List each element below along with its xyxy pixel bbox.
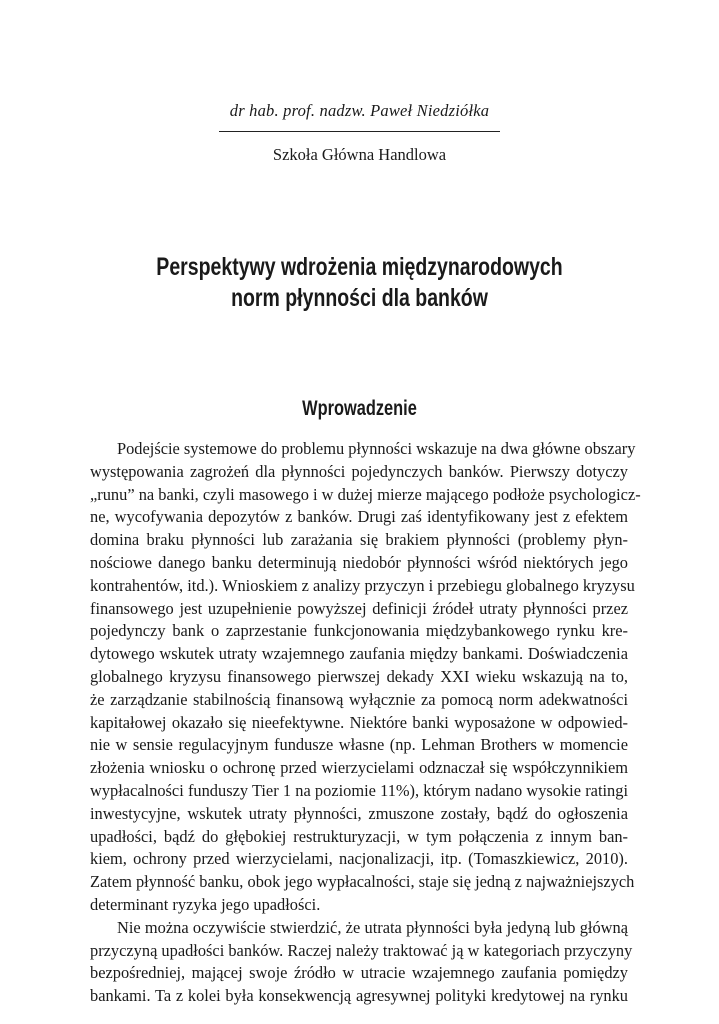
body-text xyxy=(90,438,641,1008)
author-name: dr hab. prof. nadzw. Paweł Niedziółka xyxy=(229,101,490,120)
paragraph-line: „runu” na banki, czyli masowego i w dużej mierze mającego podłoże psychologicz- xyxy=(90,484,641,504)
paragraph-line: globalnego kryzysu finansowego pierwszej dekady XXI wieku wskazują na to, xyxy=(90,666,628,686)
paragraph-line: nie w sensie regulacyjnym fundusze własne (np. Lehman Brothers w momencie xyxy=(90,735,628,755)
paragraph-line: przyczyną upadłości banków. Raczej należy traktować ją w kategoriach przyczyny xyxy=(90,940,633,960)
paragraph-line: Nie można oczywiście stwierdzić, że utrata płynności była jedyną lub główną xyxy=(117,917,628,937)
paragraph-line: kontrahentów, itd.). Wnioskiem z analizy przyczyn i przebiegu globalnego kryzysu xyxy=(90,575,635,595)
paragraph-line: występowania zagrożeń dla płynności pojedynczych banków. Pierwszy dotyczy xyxy=(90,461,628,481)
paragraph-line: Zatem płynność banku, obok jego wypłacalności, staje się jedną z najważniejszych xyxy=(90,872,635,892)
paragraph-line: inwestycyjne, wskutek utraty płynności, zmuszone zostały, bądź do ogłoszenia xyxy=(90,803,628,823)
article-title xyxy=(79,252,640,314)
paragraph-line: wypłacalności funduszy Tier 1 na poziomie 11%), którym nadano wysokie ratingi xyxy=(90,780,628,800)
article-title-line: norm płynności dla banków xyxy=(231,284,488,312)
paragraph-line: pojedynczy bank o zaprzestanie funkcjonowania międzybankowego rynku kre- xyxy=(90,621,628,641)
paragraph-line: finansowego jest uzupełnienie powyższej definicji źródeł utraty płynności przez xyxy=(90,598,628,618)
paragraph-line: bankami. Ta z kolei była konsekwencją agresywnej polityki kredytowej na rynku xyxy=(90,986,628,1006)
header-divider xyxy=(219,131,500,132)
paragraph-line: ne, wycofywania depozytów z banków. Drugi zaś identyfikowany jest z efektem xyxy=(90,507,628,527)
paragraph-line: bezpośredniej, mającej swoje źródło w utracie wzajemnego zaufania pomiędzy xyxy=(90,963,628,983)
paragraph-line: dytowego wskutek utraty wzajemnego zaufania między bankami. Doświadczenia xyxy=(90,644,628,664)
article-title-line: Perspektywy wdrożenia międzynarodowych xyxy=(156,253,563,281)
paragraph-line: że zarządzanie stabilnością finansową wyłącznie za pomocą norm adekwatności xyxy=(90,689,628,709)
paragraph-line: złożenia wniosku o ochronę przed wierzycielami odznaczał się współczynnikiem xyxy=(90,758,628,778)
author-affiliation: Szkoła Główna Handlowa xyxy=(272,145,447,164)
paragraph-line: domina braku płynności lub zarażania się brakiem płynności (problemy płyn- xyxy=(90,530,628,550)
paragraph-line: kapitałowej okazało się nieefektywne. Niektóre banki wyposażone w odpowied- xyxy=(90,712,628,732)
paragraph-line: nościowe danego banku determinują niedobór płynności wśród niektórych jego xyxy=(90,552,628,572)
paragraph-line: Podejście systemowe do problemu płynności wskazuje na dwa główne obszary xyxy=(117,439,636,458)
section-heading: Wprowadzenie xyxy=(302,397,417,420)
paragraph-line: upadłości, bądź do głębokiej restrukturyzacji, w tym połączenia z innym ban- xyxy=(90,826,628,846)
paragraph-line: kiem, ochrony przed wierzycielami, nacjonalizacji, itp. (Tomaszkiewicz, 2010). xyxy=(90,849,628,869)
paragraph-line: determinant ryzyka jego upadłości. xyxy=(90,894,321,914)
